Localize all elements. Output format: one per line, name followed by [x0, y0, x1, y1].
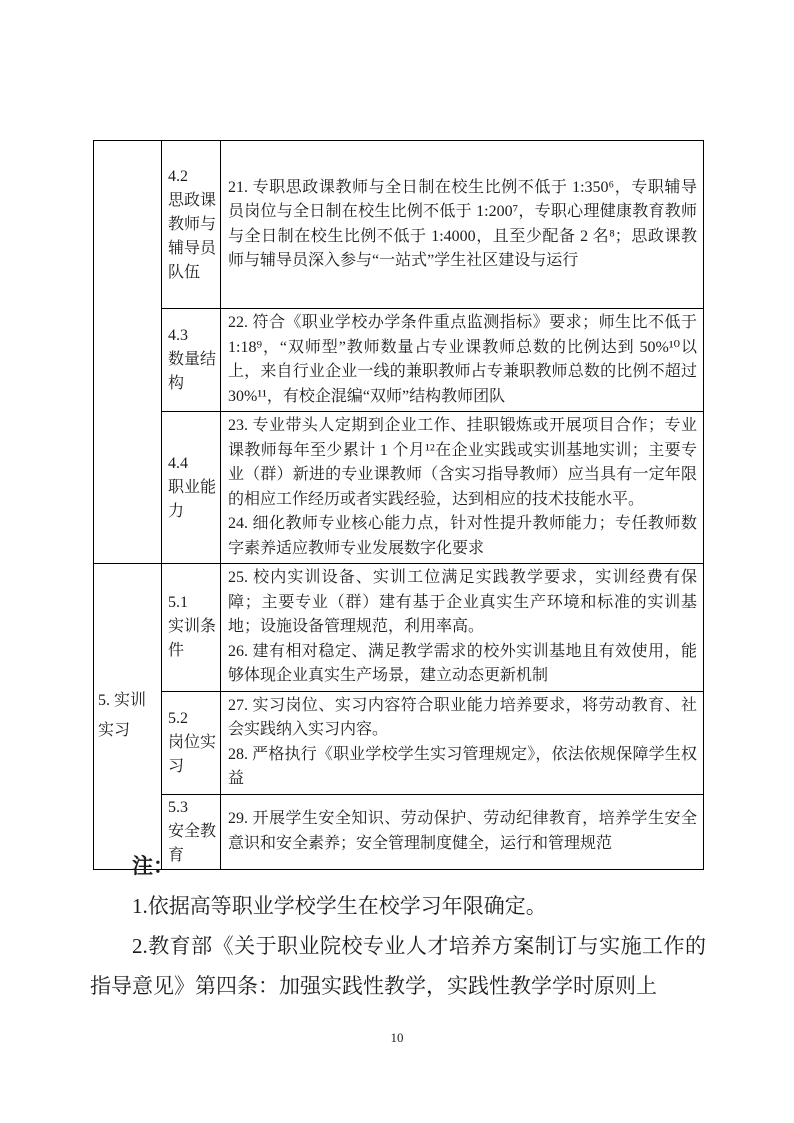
subcategory-code: 4.3 — [168, 327, 188, 344]
subcategory-name: 安全教育 — [168, 822, 217, 864]
indicator-item: 23. 专业带头人定期到企业工作、挂职锻炼或开展项目合作；专业课教师每年至少累计 1 个月¹²在企业实践或实训基地实训；主要专业（群）新进的专业课教师（含实习指导教师）应当具有一定年限的相应工作经历或者实践经验，达到相应的技术技能水平。 — [228, 417, 697, 508]
content-cell-22 — [221, 309, 704, 412]
table-row — [94, 309, 704, 412]
notes-section — [90, 846, 706, 1006]
table-row — [94, 564, 704, 692]
subcategory-code: 4.2 — [168, 167, 188, 185]
page-number: 10 — [390, 1030, 404, 1045]
content-cell-27-28 — [221, 691, 704, 794]
notes-heading: 注： — [132, 854, 174, 878]
subcategory-code: 5.2 — [168, 709, 188, 727]
subcategory-name: 岗位实习 — [168, 733, 217, 775]
subcategory-cell-5-1 — [162, 564, 221, 692]
subcategory-code: 5.3 — [168, 798, 188, 816]
subcategory-cell-4-3 — [162, 309, 221, 412]
evaluation-table — [93, 140, 704, 870]
indicator-item: 28. 严格执行《职业学校学生实习管理规定》，依法依规保障学生权益 — [228, 745, 697, 787]
subcategory-name: 职业能力 — [168, 478, 217, 520]
content-cell-23-24 — [221, 412, 704, 564]
subcategory-name: 数量结构 — [168, 351, 217, 392]
content-cell-25-26 — [221, 564, 704, 692]
table-row — [94, 141, 704, 309]
subcategory-code: 5.1 — [168, 594, 188, 612]
indicator-item: 22. 符合《职业学校办学条件重点监测指标》要求；师生比不低于 1:18⁹，“双师型”教师数量占专业课教师总数的比例达到 50%¹⁰以上，来自行业企业一线的兼职教师占专兼职教师总数的比例不超过 30%¹¹，有校企混编“双师”结构教师团队 — [228, 314, 697, 405]
category-cell-training — [94, 564, 162, 870]
table-row — [94, 691, 704, 794]
content-cell-21 — [221, 141, 704, 309]
indicator-item: 27. 实习岗位、实习内容符合职业能力培养要求，将劳动教育、社会实践纳入实习内容。 — [228, 696, 697, 738]
category-label: 5. 实训实习 — [98, 692, 147, 740]
table-row — [94, 412, 704, 564]
note-item-2: 2.教育部《关于职业院校专业人才培养方案制订与实施工作的指导意见》第四条：加强实践性教学，实践性教学学时原则上 — [90, 934, 706, 998]
indicator-item: 29. 开展学生安全知识、劳动保护、劳动纪律教育，培养学生安全意识和安全素养；安全管理制度健全，运行和管理规范 — [228, 810, 697, 852]
note-item-1: 1.依据高等职业学校学生在校学习年限确定。 — [132, 894, 547, 918]
subcategory-cell-5-2 — [162, 691, 221, 794]
indicator-item: 21. 专职思政课教师与全日制在校生比例不低于 1:350⁶，专职辅导员岗位与全日制在校生比例不低于 1:200⁷，专职心理健康教育教师与全日制在校生比例不低于 1:4000，且至少配备 2 名⁸；思政课教师与辅导员深入参与“一站式”学生社区建设与运行 — [228, 178, 697, 269]
indicator-item: 24. 细化教师专业核心能力点，针对性提升教师能力；专任教师数字素养适应教师专业发展数字化要求 — [228, 515, 697, 557]
category-cell-teachers — [94, 141, 162, 564]
subcategory-code: 4.4 — [168, 454, 188, 472]
subcategory-name: 思政课教师与辅导员队伍 — [168, 191, 217, 281]
indicator-item: 25. 校内实训设备、实训工位满足实践教学要求，实训经费有保障；主要专业（群）建有基于企业真实生产环境和标准的实训基地；设施设备管理规范，利用率高。 — [228, 569, 697, 635]
indicator-item: 26. 建有相对稳定、满足教学需求的校外实训基地且有效使用，能够体现企业真实生产场景，建立动态更新机制 — [228, 642, 697, 684]
subcategory-cell-4-2 — [162, 141, 221, 309]
subcategory-cell-4-4 — [162, 412, 221, 564]
subcategory-name: 实训条件 — [168, 618, 217, 660]
